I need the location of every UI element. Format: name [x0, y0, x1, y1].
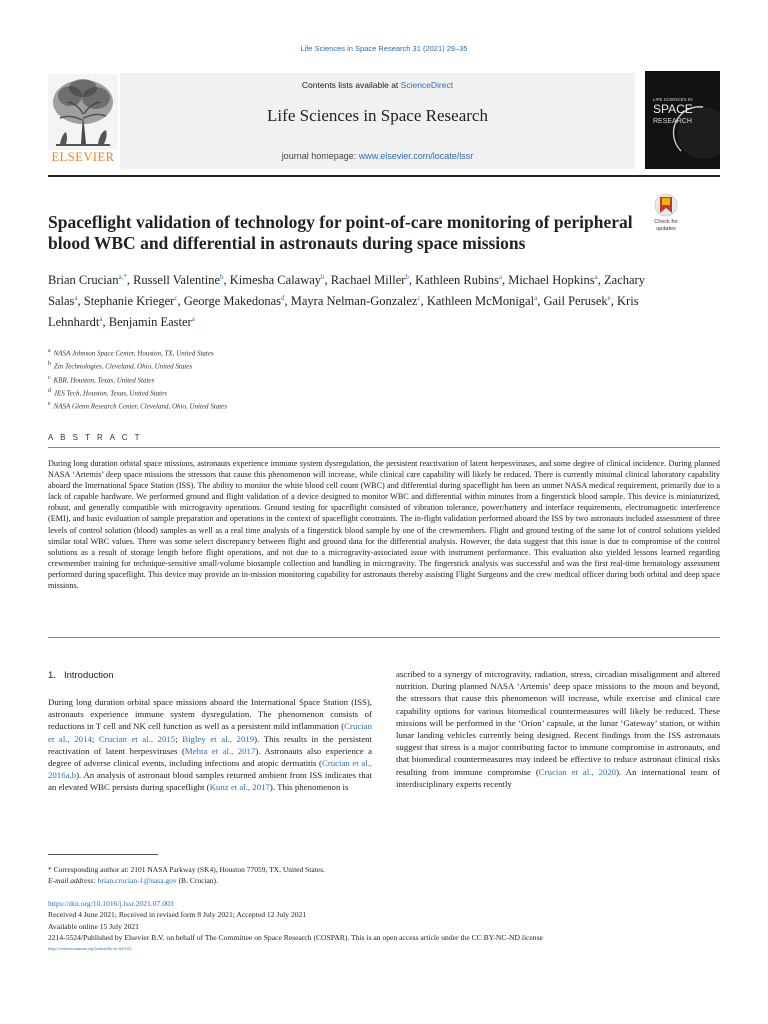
author-affiliation-marker[interactable]: a: [99, 315, 103, 324]
section-heading: [48, 670, 114, 681]
body-column-right: [396, 668, 720, 790]
author-name[interactable]: Brian Crucian: [48, 273, 119, 288]
author-name[interactable]: Gail Perusek: [543, 294, 608, 309]
affiliation-text: KBR, Houston, Texas, United States: [53, 375, 155, 384]
affiliation-text: Zin Technologies, Cleveland, Ohio, United States: [53, 362, 193, 371]
abstract-heading: A B S T R A C T: [48, 433, 142, 442]
contents-prefix: Contents lists available at: [301, 80, 401, 90]
homepage-prefix: journal homepage:: [281, 151, 359, 161]
author-affiliation-marker[interactable]: c: [174, 294, 178, 303]
check-updates-line2: updates: [656, 226, 676, 232]
footnote-rule: [48, 854, 158, 855]
affiliation-letter: c: [48, 374, 51, 381]
journal-title: Life Sciences in Space Research: [267, 106, 488, 125]
author-affiliation-marker[interactable]: b: [321, 273, 325, 281]
affiliation-letter: b: [48, 361, 51, 368]
body-text: ). An analysis of astronaut blood samples returned ambient from ISS indicates that an elevated WBC persists during spaceflight (: [48, 770, 372, 793]
article-title: Spaceflight validation of technology for point-of-care monitoring of peripheral blood WBC and differential in astronauts during space missions: [48, 212, 633, 253]
corresponding-author-note: * Corresponding author at: 2101 NASA Parkway (SK4), Houston 77059, TX, United States.: [48, 865, 325, 874]
author-affiliation-marker[interactable]: a: [191, 315, 195, 324]
check-updates-line1: Check for: [654, 219, 678, 225]
affiliation-text: NASA Johnson Space Center, Houston, TX, United States: [53, 349, 214, 358]
journal-cover-thumbnail[interactable]: [645, 71, 720, 169]
sciencedirect-link[interactable]: ScienceDirect: [400, 80, 454, 90]
cover-title-line2: SPACE: [653, 102, 693, 116]
author-name[interactable]: Mayra Nelman-Gonzalez: [290, 294, 418, 309]
license-link[interactable]: (http://creativecommons.org/licenses/by-nc-nd/4.0/).: [48, 946, 133, 952]
body-text: ). Astronauts also experience a degree of adverse clinical events, including infections and atopic dermatitis (: [48, 745, 372, 769]
affiliation-item: [48, 399, 648, 412]
body-column-left: [48, 696, 372, 794]
email-suffix: (B. Crucian).: [176, 876, 218, 885]
body-text: ). This phenomenon is: [269, 782, 349, 793]
section-title: Introduction: [63, 670, 114, 681]
author-affiliation-marker[interactable]: d: [281, 294, 285, 303]
author-name[interactable]: Stephanie Krieger: [83, 294, 175, 309]
affiliation-item: [48, 386, 648, 399]
affiliation-item: [48, 373, 648, 386]
author-affiliation-marker[interactable]: a: [594, 273, 598, 281]
body-text: During long duration orbital space missions aboard the International Space Station (ISS), astronauts experience immune system dysregulation. The phenomenon consists of reductions in T cell and NK cell function as well as a persistent mild inflammation (: [48, 697, 372, 732]
author-name[interactable]: Rachael Miller: [330, 273, 406, 288]
email-link[interactable]: brian.crucian-1@nasa.gov: [97, 876, 177, 885]
body-text: ;: [91, 733, 99, 744]
footnotes: [48, 864, 720, 886]
author-affiliation-marker[interactable]: a,*: [118, 273, 127, 281]
citation-link[interactable]: Crucian et al., 2015: [98, 733, 176, 744]
received-dates: Received 4 June 2021; Received in revised form 8 July 2021; Accepted 12 July 2021: [48, 910, 307, 920]
body-text: ;: [175, 733, 183, 744]
citation-link[interactable]: Mehta et al., 2017: [184, 745, 256, 756]
journal-citation-link[interactable]: Life Sciences in Space Research 31 (2021) 29–35: [300, 44, 468, 53]
affiliation-item: [48, 346, 648, 359]
body-text: ). This results in the persistent reactivation of latent herpesviruses (: [48, 733, 372, 756]
section-number: 1.: [48, 670, 56, 681]
affiliation-letter: d: [48, 387, 51, 394]
author-affiliation-marker[interactable]: a: [534, 294, 538, 303]
author-name[interactable]: Zachary Salas: [48, 273, 645, 309]
author-affiliation-marker[interactable]: a: [74, 294, 78, 303]
header-rule: [48, 175, 720, 177]
cover-title-line3: RESEARCH: [653, 118, 692, 125]
author-name[interactable]: Russell Valentine: [133, 273, 220, 288]
available-online: Available online 15 July 2021: [48, 921, 139, 931]
author-affiliation-marker[interactable]: b: [405, 273, 409, 281]
check-for-updates-badge[interactable]: [648, 193, 684, 233]
author-name[interactable]: Kris Lehnhardt: [48, 294, 639, 330]
affiliation-text: JES Tech, Houston, Texas, United States: [53, 389, 167, 398]
affiliation-letter: e: [48, 401, 51, 408]
affiliation-text: NASA Glenn Research Center, Cleveland, Ohio, United States: [53, 402, 228, 411]
author-affiliation-marker[interactable]: a: [498, 273, 502, 281]
elsevier-wordmark: ELSEVIER: [51, 150, 115, 164]
author-name[interactable]: Michael Hopkins: [508, 273, 595, 288]
citation-link[interactable]: Crucian et al., 2016a,b: [48, 758, 373, 781]
abstract-rule-top: [48, 447, 720, 448]
homepage-line: [120, 151, 635, 161]
cover-title-line1: LIFE SCIENCES IN: [653, 97, 693, 102]
affiliation-item: [48, 359, 648, 372]
doi-link[interactable]: https://doi.org/10.1016/j.lssr.2021.07.003: [48, 899, 174, 908]
abstract-rule-bottom: [48, 637, 720, 638]
citation-link[interactable]: Kunz et al., 2017: [209, 782, 270, 793]
article-metadata: [48, 898, 720, 954]
citation-link[interactable]: Bigley et al., 2019: [182, 733, 255, 744]
author-list: Brian Crucian$^{a,*}$, Russell Valentine$^b$, Kimesha Calaway$^b$, Rachael Miller$^b$, Kathleen Rubins$^a$, Michael Hopkins$^a$, Zachary Salas$^a$, Stephanie Krieger$^c$, George Makedonas$^d$, Mayra Nelman-Gonzalez$^c$, Kathleen McMonigal$^a$, Gail Perusek$^e$, Kris Lehnhardt$^a$, Benjamin Easter$^a$: [48, 273, 645, 330]
email-label: E-mail address:: [48, 876, 96, 885]
author-name[interactable]: Kimesha Calaway: [229, 273, 322, 288]
citation-link[interactable]: Crucian et al., 2020: [538, 766, 617, 777]
author-name[interactable]: George Makedonas: [183, 294, 282, 309]
author-name[interactable]: Kathleen Rubins: [415, 273, 499, 288]
author-name[interactable]: Kathleen McMonigal: [426, 294, 535, 309]
citation-link[interactable]: Crucian et al., 2014: [48, 721, 372, 744]
author-affiliation-marker[interactable]: b: [220, 273, 224, 281]
body-text: ascribed to a synergy of microgravity, radiation, stress, circadian misalignment and altered nutrition. During planned NASA ‘Artemis’ deep space missions to the moon and beyond, the stressors that cause this phenomenon will increase, while exercise and clinical care capability options for various biomedical countermeasures will likely be reduced. These missions will be performed in the ‘Orion’ capsule, at the lunar ‘Gateway’ station, or within lunar landing vehicles currently being designed. Recent findings from the ISS astronauts suggest that stress is a major contributing factor to immune compromise in astronauts, and that biomedical countermeasures may indeed be effective to reduce astronaut clinical risks resulting from immune compromise (: [396, 669, 720, 777]
affiliation-letter: a: [48, 348, 51, 354]
author-name[interactable]: Benjamin Easter: [108, 315, 192, 330]
author-affiliation-marker[interactable]: e: [607, 294, 611, 303]
body-text: ). An international team of interdisciplinary experts recently: [396, 766, 720, 789]
author-affiliation-marker[interactable]: c: [417, 294, 421, 303]
abstract-text: During long duration orbital space missions, astronauts experience immune system dysregulation, the persistent reactivation of latent herpesviruses, and some degree of clinical incidence. During planned NASA ‘Artemis’ deep space missions the stressors that cause this phenomenon will increase, while clinical care capability will likely be reduced. There is currently minimal clinical laboratory capability aboard the International Space Station (ISS). The ability to monitor the white blood cell count (WBC) and differential during spaceflight has been an unmet NASA medical requirement, primarily due to a lack of capable hardware. We performed ground and flight validation of a device designed to monitor WBC and differential within minutes from a fingerstick blood sample. This device is miniaturized, robust, and generally compatible with microgravity operations. Ground testing for spaceflight consisted of vibration tolerance, power/battery and interface requirements, electromagnetic interference (EMI), and basic evaluation of sample preparation and operations in the context of spaceflight constraints. The in-flight validation performed aboard the ISS by two astronauts included assessment of three levels of control solution (blood) samples as well as a real time analysis of a fingerstick blood sample by one of the crewmembers. Flight and ground testing of the same lot of control solutions yielded similar total WBC values. There was some select discrepancy between flight and ground data for the differential analysis. However, the data suggest that this issue is due to compromise of the control solutions as a result of storage length before flight operations, and not due to a microgravity-associated issue with instrument performance. This evaluation also yielded lessons learned regarding crewmember training for technique-sensitive small-volume biosample collection and handling in microgravity. The fingerstick analysis was successful and was the first real-time hematology assessment performed during spaceflight. This device may provide an in-mission monitoring capability for astronauts thereby assisting Flight Surgeons and the crew medical officer during both orbital and deep space missions.: [48, 459, 720, 591]
email-line: [48, 875, 720, 886]
copyright-line: 2214-5524/Published by Elsevier B.V. on behalf of The Committee on Space Research (COSPAR). This is an open access article under the CC BY-NC-ND license: [48, 932, 543, 942]
affiliation-list: [48, 346, 648, 413]
contents-line: [120, 80, 635, 90]
homepage-link[interactable]: www.elsevier.com/locate/lssr: [358, 151, 474, 161]
